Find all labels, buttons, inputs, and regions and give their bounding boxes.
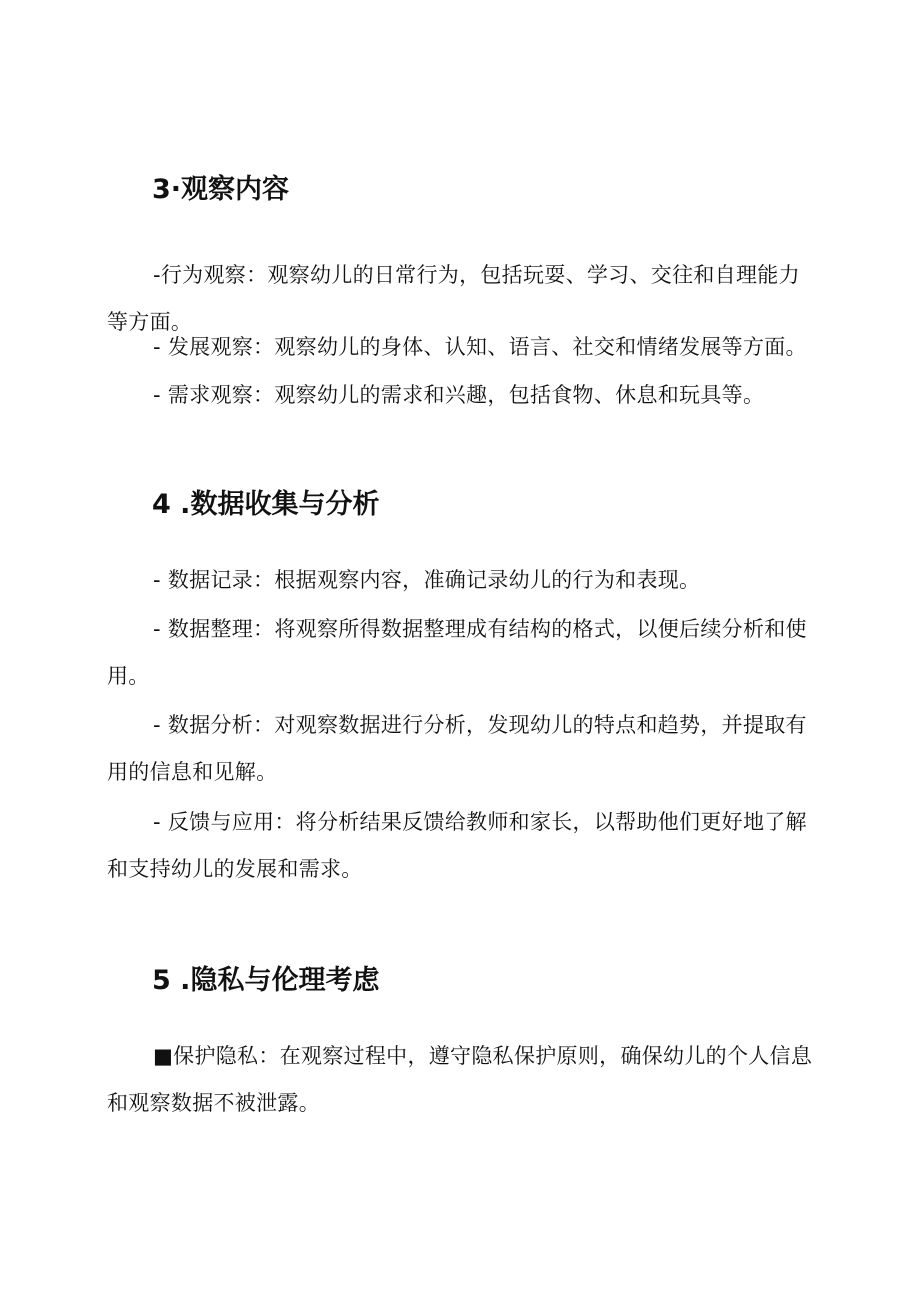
paragraph: - 数据整理：将观察所得数据整理成有结构的格式，以便后续分析和使用。 (107, 617, 807, 688)
paragraph: -行为观察：观察幼儿的日常行为，包括玩耍、学习、交往和自理能力等方面。 (107, 263, 800, 334)
paragraph: - 数据分析：对观察数据进行分析，发现幼儿的特点和趋势，并提取有用的信息和见解。 (107, 713, 807, 784)
section-heading: 3·观察内容 (152, 174, 290, 205)
section-heading: 4 .数据收集与分析 (152, 489, 380, 520)
paragraph: ■保护隐私：在观察过程中，遵守隐私保护原则，确保幼儿的个人信息和观察数据不被泄露。 (107, 1044, 813, 1115)
paragraph: - 数据记录：根据观察内容，准确记录幼儿的行为和表现。 (153, 568, 701, 592)
paragraph: - 需求观察：观察幼儿的需求和兴趣，包括食物、休息和玩具等。 (153, 383, 765, 407)
section-heading: 5 .隐私与伦理考虑 (152, 965, 380, 996)
paragraph: - 发展观察：观察幼儿的身体、认知、语言、社交和情绪发展等方面。 (153, 335, 807, 359)
paragraph: - 反馈与应用：将分析结果反馈给教师和家长，以帮助他们更好地了解和支持幼儿的发展和需求。 (107, 810, 807, 881)
